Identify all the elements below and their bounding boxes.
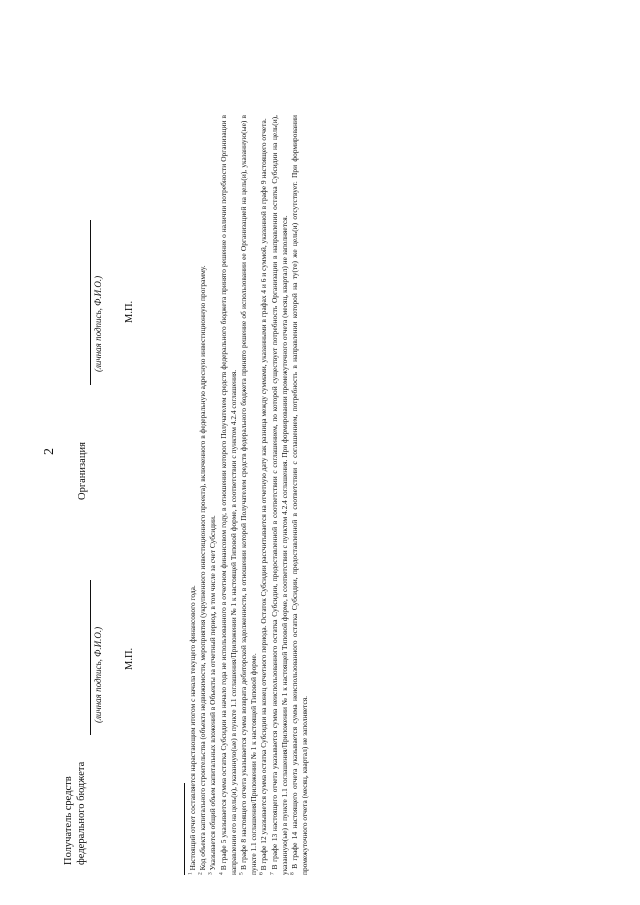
footnote-8-marker: 8 — [289, 872, 296, 875]
footnote-1-text: Настоящий отчет составляется нарастающим итогом с начала текущего финансового года. — [188, 585, 197, 871]
footnote-2-text: Код объекта капитального строительства (объекта недвижимости, мероприятия (укрупненного инвестиционного проекта), включенного в федеральную адресную инвестиционную программу. — [198, 265, 208, 871]
recipient-signature-line — [90, 580, 91, 735]
footnote-1 — [188, 115, 198, 875]
footnote-7-text: В графе 13 настоящего отчета указывается сумма неиспользованного остатка Субсидии, предоставленной в соответствии с соглашением, по которой существует потребность Организации в направлении остатка Субсидии на цель(и), указанную(ые) в пункте 1.1 соглашения/Приложении № 1 к настоящей Типовой форме, в соответствии с пунктом 4.2.4 соглашения. При формировании промежуточного отчета (месяц, квартал) не заполняется. — [269, 115, 289, 875]
footnote-4-text: В графе 5 указывается сумма остатка Субсидии на начало года не использованного в отчетном финансовом году, в отношении которого Получателем средств федерального бюджета принято решение о наличии потребности Организации в направлении его на цель(и), указанную(ые) в пункте 1.1 соглашения/Приложении № 1 к настоящей Типовой форме, в соответствии с пунктом 4.2.4 соглашения. — [218, 115, 238, 875]
footnote-3-text: Указывается общий объем капитальных вложений в Объекты за отчетный период, в том числе за счет Субсидии. — [208, 515, 218, 871]
footnote-5-text: В графе 8 настоящего отчета указывается сумма возврата дебиторской задолженности, в отношении которой Получателем средств федерального бюджета принято решение об использовании ее Организацией на цель(и), указанную(ые) в пункте 1.1 соглашения/Приложении № 1 к настоящей Типовой форме. — [239, 115, 259, 875]
recipient-label-line2: федерального бюджета — [76, 761, 87, 865]
recipient-signature-caption: (личная подпись, Ф.И.О.) — [93, 626, 103, 723]
organization-signature-caption: (личная подпись, Ф.И.О.) — [93, 275, 103, 372]
footnote-3-marker: 3 — [207, 872, 214, 875]
footnote-7-marker: 7 — [269, 872, 276, 875]
footnote-5-marker: 5 — [238, 872, 245, 875]
footnote-6-text: В графе 12 указывается сумма остатка Субсидии на конец отчетного периода. Остаток Субсидии рассчитывается на отчетную дату как разница между суммами, указанными в графах 4 и 6 и суммой, указанной в графе 9 настоящего отчета. — [259, 118, 269, 871]
footnote-divider — [184, 783, 185, 875]
footnote-2-marker: 2 — [197, 872, 204, 875]
footnote-8-text: В графе 14 настоящего отчета указывается сумма неиспользованного остатка Субсидии, предоставленной в соответствии с соглашением, потребность в направлении которой на ту(те) же цель(и) отсутствует. При формировании промежуточного отчета (месяц, квартал) не заполняется. — [290, 115, 310, 875]
footnote-2 — [198, 115, 208, 875]
organization-label: Организация — [77, 442, 88, 500]
footnote-5 — [239, 115, 259, 875]
footnote-6-marker: 6 — [258, 872, 265, 875]
footnote-8 — [290, 115, 310, 875]
page-number: 2 — [42, 448, 57, 455]
recipient-stamp-placeholder: М.П. — [124, 647, 135, 670]
footnote-6 — [259, 115, 269, 875]
recipient-label-line1: Получатель средств — [63, 776, 74, 865]
footnote-4-marker: 4 — [218, 872, 225, 875]
footnote-1-marker: 1 — [187, 872, 194, 875]
footnote-4 — [219, 115, 239, 875]
footnote-3 — [208, 115, 218, 875]
footnotes — [188, 115, 310, 875]
organization-signature-line — [90, 220, 91, 385]
organization-stamp-placeholder: М.П. — [124, 300, 135, 323]
footnote-7 — [270, 115, 290, 875]
